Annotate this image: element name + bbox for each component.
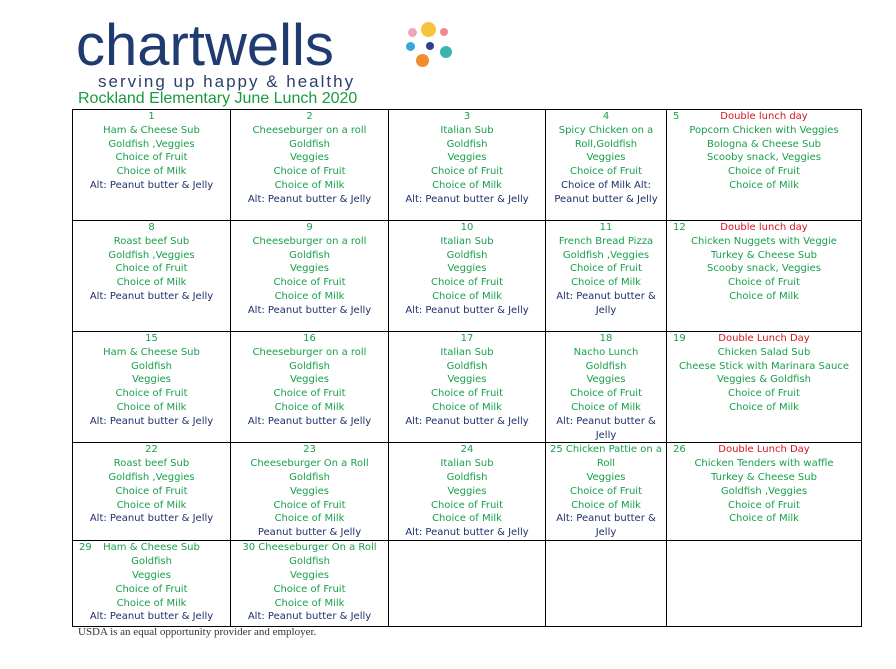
menu-item: Goldfish xyxy=(289,556,330,568)
menu-item: Veggies xyxy=(447,485,487,497)
menu-item: Goldfish xyxy=(289,360,330,372)
calendar-day-cell xyxy=(73,332,231,443)
menu-item: Choice of Milk xyxy=(274,597,345,609)
menu-item: Goldfish ,Veggies xyxy=(108,471,195,483)
calendar-day-cell xyxy=(231,221,389,332)
alternate-option: Alt: Peanut butter & Jelly xyxy=(405,304,529,316)
calendar-day-cell xyxy=(667,221,862,332)
alternate-option: Alt: Peanut butter & Jelly xyxy=(89,415,214,427)
menu-item: Choice of Fruit xyxy=(115,583,188,595)
alternate-option: Alt: Peanut butter & Jelly xyxy=(89,611,214,623)
calendar-day-cell xyxy=(546,110,667,221)
menu-item: Veggies xyxy=(447,152,487,164)
chartwells-logo: chartwells xyxy=(76,13,334,78)
menu-item: Goldfish xyxy=(289,138,330,150)
day-number: 24 xyxy=(460,444,474,456)
header xyxy=(76,14,476,110)
menu-item: Cheeseburger on a roll xyxy=(252,124,367,136)
alternate-option: Alt: Peanut butter & xyxy=(556,290,656,302)
menu-item: Veggies xyxy=(586,152,626,164)
menu-item: Veggies xyxy=(289,374,330,386)
footer-note: USDA is an equal opportunity provider and employer. xyxy=(78,626,317,638)
alternate-option: Alt: Peanut butter & Jelly xyxy=(247,611,372,623)
calendar-day-cell xyxy=(231,110,389,221)
menu-item: Scooby snack, Veggies xyxy=(707,263,821,275)
menu-item: Choice of Fruit xyxy=(430,277,504,289)
menu-item: Choice of Fruit xyxy=(273,277,346,289)
logo-dot xyxy=(421,22,436,37)
menu-item: Choice of Milk xyxy=(274,513,345,525)
menu-item: Veggies xyxy=(447,263,487,275)
alternate-option: Jelly xyxy=(595,429,617,441)
calendar-day-cell xyxy=(667,443,862,541)
alternate-option: Alt: Peanut butter & Jelly xyxy=(405,527,529,539)
day-header xyxy=(75,541,228,555)
menu-item: Goldfish xyxy=(131,360,172,372)
menu-item: Goldfish ,Veggies xyxy=(720,485,808,497)
menu-item: Choice of Fruit xyxy=(273,166,346,178)
logo-dot xyxy=(406,42,415,51)
day-number: 4 xyxy=(602,111,610,122)
menu-item: Choice of Milk xyxy=(571,499,641,511)
menu-item: Goldfish ,Veggies xyxy=(562,249,650,261)
calendar-day-cell xyxy=(231,541,389,627)
alternate-option: Alt: Peanut butter & Jelly xyxy=(89,179,214,191)
day-number: 1 xyxy=(148,111,155,122)
calendar-week-row xyxy=(73,541,862,627)
menu-item: Veggies xyxy=(447,374,487,386)
menu-item: Cheeseburger on a roll xyxy=(252,235,367,247)
menu-item: Choice of Fruit xyxy=(569,166,643,178)
menu-item: Ham & Cheese Sub xyxy=(103,346,200,358)
calendar-day-cell xyxy=(73,541,231,627)
menu-item: French Bread Pizza xyxy=(558,235,654,247)
day-number: 11 xyxy=(599,222,613,233)
menu-item: Choice of Fruit xyxy=(727,277,801,289)
special-day-label: Double lunch day xyxy=(720,222,808,233)
menu-item: Choice of Milk xyxy=(116,597,187,609)
menu-item: Veggies xyxy=(289,263,330,275)
alternate-option: Alt: Peanut butter & Jelly xyxy=(405,415,529,427)
menu-item: Choice of Milk xyxy=(116,166,187,178)
menu-item: Italian Sub xyxy=(440,458,494,470)
page-title: Rockland Elementary June Lunch 2020 xyxy=(78,90,358,107)
menu-item: Veggies xyxy=(586,374,626,386)
calendar-empty-cell xyxy=(667,541,862,627)
menu-item: Bologna & Cheese Sub xyxy=(706,138,822,150)
menu-item: Goldfish xyxy=(289,249,330,261)
menu-item: Goldfish xyxy=(446,360,488,372)
calendar-day-cell xyxy=(389,110,546,221)
menu-item: Choice of Fruit xyxy=(115,485,188,497)
special-day-label: Double Lunch Day xyxy=(718,333,810,344)
day-number: 29 xyxy=(79,542,92,554)
day-number: 10 xyxy=(460,222,474,233)
menu-item: Choice of Fruit xyxy=(727,499,801,511)
calendar-day-cell xyxy=(546,443,667,541)
menu-item: Veggies xyxy=(289,152,330,164)
menu-item: Goldfish xyxy=(446,249,488,261)
day-number: 2 xyxy=(306,111,313,122)
special-day-label: Double lunch day xyxy=(720,111,808,122)
menu-item: Goldfish xyxy=(585,360,627,372)
menu-item: Choice of Milk xyxy=(729,179,799,191)
calendar-empty-cell xyxy=(546,541,667,627)
menu-item: Chicken Nuggets with Veggie xyxy=(691,235,837,247)
calendar-day-cell xyxy=(667,110,862,221)
alternate-option: Alt: Peanut butter & Jelly xyxy=(405,193,529,205)
alternate-option: Alt: Peanut butter & Jelly xyxy=(89,290,214,302)
alternate-option: Alt: Peanut butter & Jelly xyxy=(247,304,372,316)
alternate-option: Peanut butter & Jelly xyxy=(554,193,658,205)
menu-item: Choice of Fruit xyxy=(430,166,504,178)
logo-dot xyxy=(440,46,452,58)
day-number: 16 xyxy=(303,333,316,344)
day-header xyxy=(669,110,859,124)
calendar-day-cell xyxy=(73,443,231,541)
alternate-option: Jelly xyxy=(595,304,617,316)
menu-item: Choice of Milk xyxy=(116,499,187,511)
day-number: 9 xyxy=(306,222,313,233)
menu-item: Choice of Milk xyxy=(274,401,345,413)
menu-item: Popcorn Chicken with Veggies xyxy=(689,124,839,136)
menu-item: Roll xyxy=(596,458,616,470)
menu-item: Goldfish xyxy=(446,471,488,483)
menu-item: Choice of Fruit xyxy=(115,388,188,400)
logo-dot xyxy=(426,42,434,50)
menu-item: Veggies xyxy=(289,485,330,497)
menu-item: Roll,Goldfish xyxy=(574,138,638,150)
menu-item: Choice of Fruit xyxy=(569,263,643,275)
calendar-day-cell xyxy=(546,332,667,443)
day-number: 15 xyxy=(145,333,158,344)
calendar-day-cell xyxy=(546,221,667,332)
menu-item: Choice of Fruit xyxy=(727,166,801,178)
menu-item: Choice of Milk xyxy=(274,290,345,302)
menu-item: Veggies xyxy=(586,471,626,483)
menu-item: Goldfish xyxy=(289,471,330,483)
day-number: 19 xyxy=(673,333,686,344)
menu-item: Italian Sub xyxy=(440,235,494,247)
menu-item: Roast beef Sub xyxy=(113,235,190,247)
menu-item: Goldfish xyxy=(446,138,488,150)
day-header xyxy=(669,332,859,346)
menu-item: Choice of Milk xyxy=(729,513,799,525)
menu-item: Choice of Fruit xyxy=(273,388,346,400)
calendar-week-row xyxy=(73,221,862,332)
menu-item: Choice of Fruit xyxy=(430,388,504,400)
alternate-option: Alt: Peanut butter & Jelly xyxy=(247,193,372,205)
alternate-option: Jelly xyxy=(595,527,617,539)
alternate-option: Choice of Milk Alt: xyxy=(561,179,651,191)
alternate-option: Alt: Peanut butter & Jelly xyxy=(247,415,372,427)
menu-item: Italian Sub xyxy=(440,124,494,136)
logo-dots-icon xyxy=(402,18,462,68)
menu-item: Choice of Fruit xyxy=(727,388,801,400)
menu-item: Goldfish ,Veggies xyxy=(108,249,195,261)
menu-item: Goldfish xyxy=(131,556,172,568)
menu-item: Turkey & Cheese Sub xyxy=(711,471,817,483)
menu-item: Veggies xyxy=(289,569,330,581)
calendar-week-row xyxy=(73,332,862,443)
menu-item: Cheeseburger On a Roll xyxy=(250,458,369,470)
menu-item: Chicken Tenders with waffle xyxy=(694,458,834,470)
day-number: 18 xyxy=(599,333,613,344)
day-number: 12 xyxy=(673,222,686,233)
menu-item: Choice of Milk xyxy=(729,290,799,302)
logo-dot xyxy=(408,28,417,37)
menu-item: Choice of Milk xyxy=(432,179,502,191)
menu-item: Veggies & Goldfish xyxy=(716,374,812,386)
calendar-week-row xyxy=(73,110,862,221)
menu-item: Choice of Milk xyxy=(432,401,502,413)
menu-item: Choice of Fruit xyxy=(273,499,346,511)
menu-item: Spicy Chicken on a xyxy=(558,124,654,136)
brand-tagline: serving up happy & healthy xyxy=(98,72,356,91)
menu-item: Nacho Lunch xyxy=(573,346,639,358)
day-number: 17 xyxy=(460,333,474,344)
menu-item: Veggies xyxy=(131,569,172,581)
menu-item: Choice of Milk xyxy=(571,277,641,289)
day-header xyxy=(669,443,859,457)
menu-item: Choice of Fruit xyxy=(115,152,188,164)
menu-item: Choice of Milk xyxy=(274,179,345,191)
calendar-day-cell xyxy=(231,332,389,443)
lunch-calendar xyxy=(72,109,862,627)
menu-item: Ham & Cheese Sub xyxy=(103,542,200,554)
day-number: 26 xyxy=(673,444,686,456)
menu-item: Choice of Fruit xyxy=(430,499,504,511)
alternate-option: Peanut butter & Jelly xyxy=(257,527,362,539)
alternate-option: Alt: Peanut butter & xyxy=(556,415,656,427)
menu-item: Choice of Milk xyxy=(116,277,187,289)
logo-dot xyxy=(416,54,429,67)
menu-item: Goldfish ,Veggies xyxy=(108,138,195,150)
calendar-day-cell xyxy=(667,332,862,443)
day-number: 8 xyxy=(148,222,155,233)
calendar-week-row xyxy=(73,443,862,541)
alternate-option: Alt: Peanut butter & Jelly xyxy=(89,513,214,525)
calendar-day-cell xyxy=(231,443,389,541)
day-header xyxy=(669,221,859,235)
menu-item: Choice of Fruit xyxy=(273,583,346,595)
menu-item: Cheese Stick with Marinara Sauce xyxy=(678,360,850,372)
menu-item: Chicken Salad Sub xyxy=(717,346,811,358)
menu-item: Ham & Cheese Sub xyxy=(103,124,200,136)
calendar-day-cell xyxy=(389,332,546,443)
menu-item: Italian Sub xyxy=(440,346,494,358)
alternate-option: Alt: Peanut butter & xyxy=(556,513,656,525)
day-number: 30 Cheeseburger On a Roll xyxy=(242,542,377,554)
menu-item: Choice of Fruit xyxy=(569,485,643,497)
calendar-day-cell xyxy=(389,443,546,541)
menu-item: Choice of Milk xyxy=(432,290,502,302)
special-day-label: Double Lunch Day xyxy=(718,444,810,456)
calendar-day-cell xyxy=(73,221,231,332)
day-number: 5 xyxy=(673,111,680,122)
menu-item: Choice of Milk xyxy=(729,401,799,413)
calendar-day-cell xyxy=(73,110,231,221)
logo-dot xyxy=(440,28,448,36)
menu-item: Scooby snack, Veggies xyxy=(707,152,821,164)
menu-item: Turkey & Cheese Sub xyxy=(711,249,817,261)
menu-item: Choice of Fruit xyxy=(115,263,188,275)
menu-item: Choice of Milk xyxy=(571,401,641,413)
menu-item: Choice of Fruit xyxy=(569,388,643,400)
day-number: 3 xyxy=(463,111,471,122)
menu-item: Cheeseburger on a roll xyxy=(252,346,367,358)
menu-item: Roast beef Sub xyxy=(113,458,190,470)
calendar-day-cell xyxy=(389,221,546,332)
menu-item: Choice of Milk xyxy=(116,401,187,413)
day-number: 23 xyxy=(303,444,316,456)
day-number: 22 xyxy=(145,444,158,456)
menu-item: Choice of Milk xyxy=(432,513,502,525)
day-number: 25 Chicken Pattie on a xyxy=(549,444,663,456)
menu-item: Veggies xyxy=(131,374,172,386)
calendar-empty-cell xyxy=(389,541,546,627)
